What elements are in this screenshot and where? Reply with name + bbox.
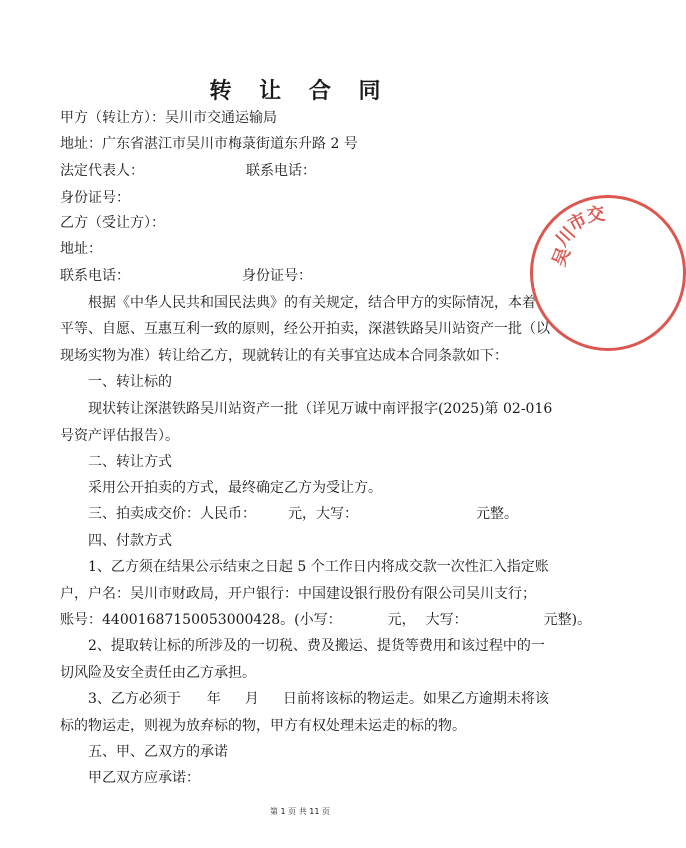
section3-label: 三、拍卖成交价：人民币：	[88, 506, 256, 522]
item3-month: 月	[244, 691, 259, 707]
official-seal	[530, 195, 686, 351]
item3-suffix: 日前将该标的物运走。如果乙方逾期未将该	[282, 691, 549, 707]
section1-line-2: 号资产评估报告）。	[60, 428, 179, 444]
section2-body: 采用公开拍卖的方式，最终确定乙方为受让方。	[88, 480, 382, 496]
section3-full: 元整。	[476, 506, 518, 522]
section4-item2-line-2: 切风险及安全责任由乙方承担。	[60, 665, 256, 681]
page-footer: 第 1 页 共 11 页	[270, 807, 330, 816]
section5-heading: 五、甲、乙双方的承诺	[88, 744, 228, 760]
section4-item3-row	[88, 690, 549, 708]
party-a-name: 甲方（转让方）：吴川市交通运输局	[60, 110, 277, 126]
party-a-phone-label: 联系电话：	[246, 163, 316, 179]
seal-char-shi: 市	[564, 209, 591, 237]
section4-item1-line-2: 户，户名：吴川市财政局，开户银行：中国建设银行股份有限公司吴川支行；	[60, 586, 536, 602]
section1-line-1: 现状转让深湛铁路吴川站资产一批（详见万诚中南评报字(2025)第 02-016	[88, 401, 553, 417]
intro-line-2: 平等、自愿、互惠互利一致的原则，经公开拍卖，深湛铁路吴川站资产一批（以	[60, 321, 550, 337]
party-b-id-label: 身份证号：	[242, 268, 312, 284]
account-label: 账号：44001687150053000428。(小写：	[60, 612, 342, 628]
account-end: 元整)。	[543, 612, 592, 628]
party-b-name: 乙方（受让方）：	[60, 215, 165, 231]
section2-heading: 二、转让方式	[88, 454, 172, 470]
party-a-rep-row	[60, 162, 316, 180]
section4-item1-line-1: 1、乙方须在结果公示结束之日起 5 个工作日内将成交款一次性汇入指定账	[88, 559, 549, 575]
party-a-id: 身份证号：	[60, 190, 130, 206]
section4-item3-line-2: 标的物运走，则视为放弃标的物，甲方有权处理未运走的标的物。	[60, 718, 466, 734]
party-a-address: 地址：广东省湛江市吴川市梅菉街道东升路 2 号	[60, 136, 358, 152]
intro-line-1: 根据《中华人民共和国民法典》的有关规定，结合甲方的实际情况，本着	[88, 295, 536, 311]
section3-yuan: 元，大写：	[288, 506, 358, 522]
party-a-rep-label: 法定代表人：	[60, 163, 144, 179]
section4-account-row	[60, 611, 591, 629]
document-title: 转 让 合 同	[209, 79, 391, 104]
seal-char-chuan: 川	[551, 223, 580, 251]
intro-line-3: 现场实物为准）转让给乙方，现就转让的有关事宜达成本合同条款如下：	[60, 348, 508, 364]
party-b-address: 地址：	[60, 241, 102, 257]
party-b-contact-row	[60, 267, 312, 285]
party-b-phone-label: 联系电话：	[60, 268, 130, 284]
item3-prefix: 3、乙方必须于	[88, 691, 181, 707]
item3-year: 年	[206, 691, 221, 707]
section1-heading: 一、转让标的	[88, 374, 172, 390]
section5-body: 甲乙双方应承诺：	[88, 770, 200, 786]
section4-item2-line-1: 2、提取转让标的所涉及的一切税、费及搬运、提货等费用和该过程中的一	[88, 638, 545, 654]
seal-char-jiao: 交	[585, 203, 607, 227]
seal-char-wu: 吴	[548, 244, 575, 270]
account-daxie: 大写：	[425, 612, 468, 628]
section3-price-row	[88, 505, 518, 523]
section4-heading: 四、付款方式	[88, 533, 172, 549]
account-yuan: 元，	[387, 612, 416, 628]
